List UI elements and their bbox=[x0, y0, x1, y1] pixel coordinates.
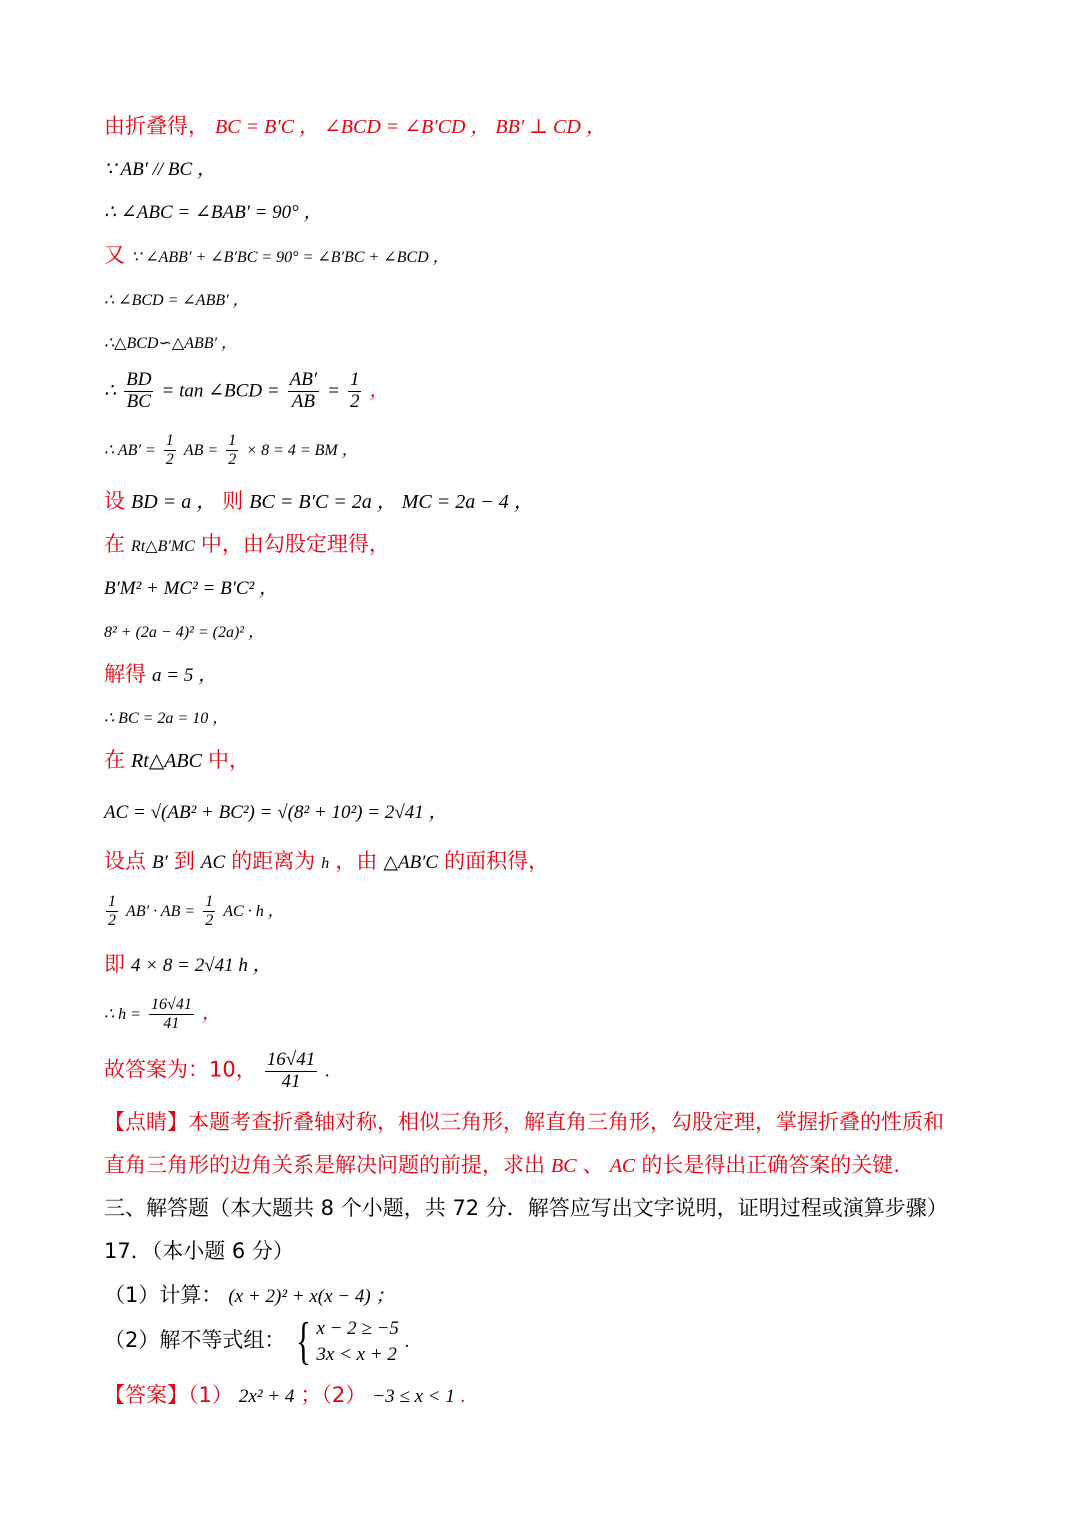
solution-line-8-fraction: ∴ AB′ = $\frac{1}{2}$ AB = $\frac{1}{2}$ × 8 = 4 = BM ， bbox=[104, 432, 358, 468]
fraction: $\frac{BD}{BC}$ bbox=[126, 369, 152, 412]
problem-number: 17．（本小题 6 分） bbox=[104, 1239, 294, 1263]
solution-line-15: 在 Rt△ABC 中， bbox=[104, 748, 251, 772]
solution-line-13: 解得 a = 5 ， bbox=[104, 662, 218, 686]
fraction: $\frac{16√41}{41}$ bbox=[151, 996, 192, 1032]
answer-summary-line: 故答案为：10， $\frac{16√41}{41}$ . bbox=[104, 1049, 331, 1092]
solution-line-4: 又 ∵ ∠ABB′ + ∠B′BC = 90° = ∠B′BC + ∠BCD ， bbox=[104, 243, 449, 267]
solution-line-17: 设点 B′ 到 AC 的距离为 h ，由 △AB′C 的面积得， bbox=[104, 849, 550, 873]
fraction: $\frac{1}{2}$ bbox=[165, 432, 174, 468]
solution-line-1: 由折叠得， BC = B′C ， ∠BCD = ∠B′CD ， BB′ ⊥ CD ， bbox=[104, 114, 606, 138]
solution-line-10: 在 Rt△B′MC 中，由勾股定理得， bbox=[104, 532, 390, 556]
inequality-system: { x − 2 ≥ −5 3x < x + 2 bbox=[296, 1313, 399, 1370]
solution-line-18-fraction: $\frac{1}{2}$ AB′ · AB = $\frac{1}{2}$ AC · h ， bbox=[108, 893, 284, 929]
answer-line: 【答案】（1） 2x² + 4 ；（2） −3 ≤ x < 1 . bbox=[104, 1383, 466, 1407]
section-heading: 三、解答题（本大题共 8 个小题，共 72 分．解答应写出文字说明，证明过程或演算步骤） bbox=[104, 1196, 948, 1220]
solution-line-3: ∴ ∠ABC = ∠BAB′ = 90° ， bbox=[104, 202, 323, 223]
problem-part-2: （2）解不等式组： { x − 2 ≥ −5 3x < x + 2 . bbox=[104, 1313, 410, 1370]
solution-line-14: ∴ BC = 2a = 10 ， bbox=[104, 710, 229, 727]
solution-line-20-fraction: ∴ h = $\frac{16√41}{41}$ ， bbox=[104, 996, 221, 1032]
solution-line-19: 即 4 × 8 = 2√41 h ， bbox=[104, 952, 272, 976]
fraction: $\frac{1}{2}$ bbox=[349, 369, 360, 412]
problem-part-1: （1）计算： (x + 2)² + x(x − 4) ； bbox=[104, 1283, 395, 1307]
left-brace: { bbox=[296, 1313, 312, 1370]
solution-line-11: B′M² + MC² = B′C² ， bbox=[104, 578, 279, 599]
fraction: $\frac{16√41}{41}$ bbox=[266, 1049, 316, 1092]
fraction: $\frac{1}{2}$ bbox=[228, 432, 237, 468]
solution-line-5: ∴ ∠BCD = ∠ABB′ ， bbox=[104, 292, 249, 309]
solution-line-9: 设 BD = a ， 则 BC = B′C = 2a ， MC = 2a − 4 ， bbox=[104, 489, 534, 513]
fraction: $\frac{AB'}{AB}$ bbox=[289, 369, 318, 412]
solution-line-16: AC = √(AB² + BC²) = √(8² + 10²) = 2√41 ， bbox=[104, 802, 448, 823]
fraction: $\frac{1}{2}$ bbox=[205, 893, 214, 929]
solution-line-7-fraction: ∴ $\frac{BD}{BC}$ = tan ∠BCD = $\frac{AB'}{AB}$ = $\frac{1}{2}$ ， bbox=[104, 369, 389, 412]
solution-line-12: 8² + (2a − 4)² = (2a)² ， bbox=[104, 624, 265, 641]
fraction: $\frac{1}{2}$ bbox=[108, 893, 116, 929]
solution-line-2: ∵ AB′ // BC ， bbox=[104, 159, 216, 180]
solution-line-6: ∴△BCD∽△ABB′ ， bbox=[104, 335, 238, 352]
comment-line-2: 直角三角形的边角关系是解决问题的前提，求出 BC 、 AC 的长是得出正确答案的关键. bbox=[104, 1153, 900, 1177]
comment-line-1: 【点睛】本题考查折叠轴对称，相似三角形，解直角三角形，勾股定理，掌握折叠的性质和 bbox=[104, 1110, 944, 1134]
